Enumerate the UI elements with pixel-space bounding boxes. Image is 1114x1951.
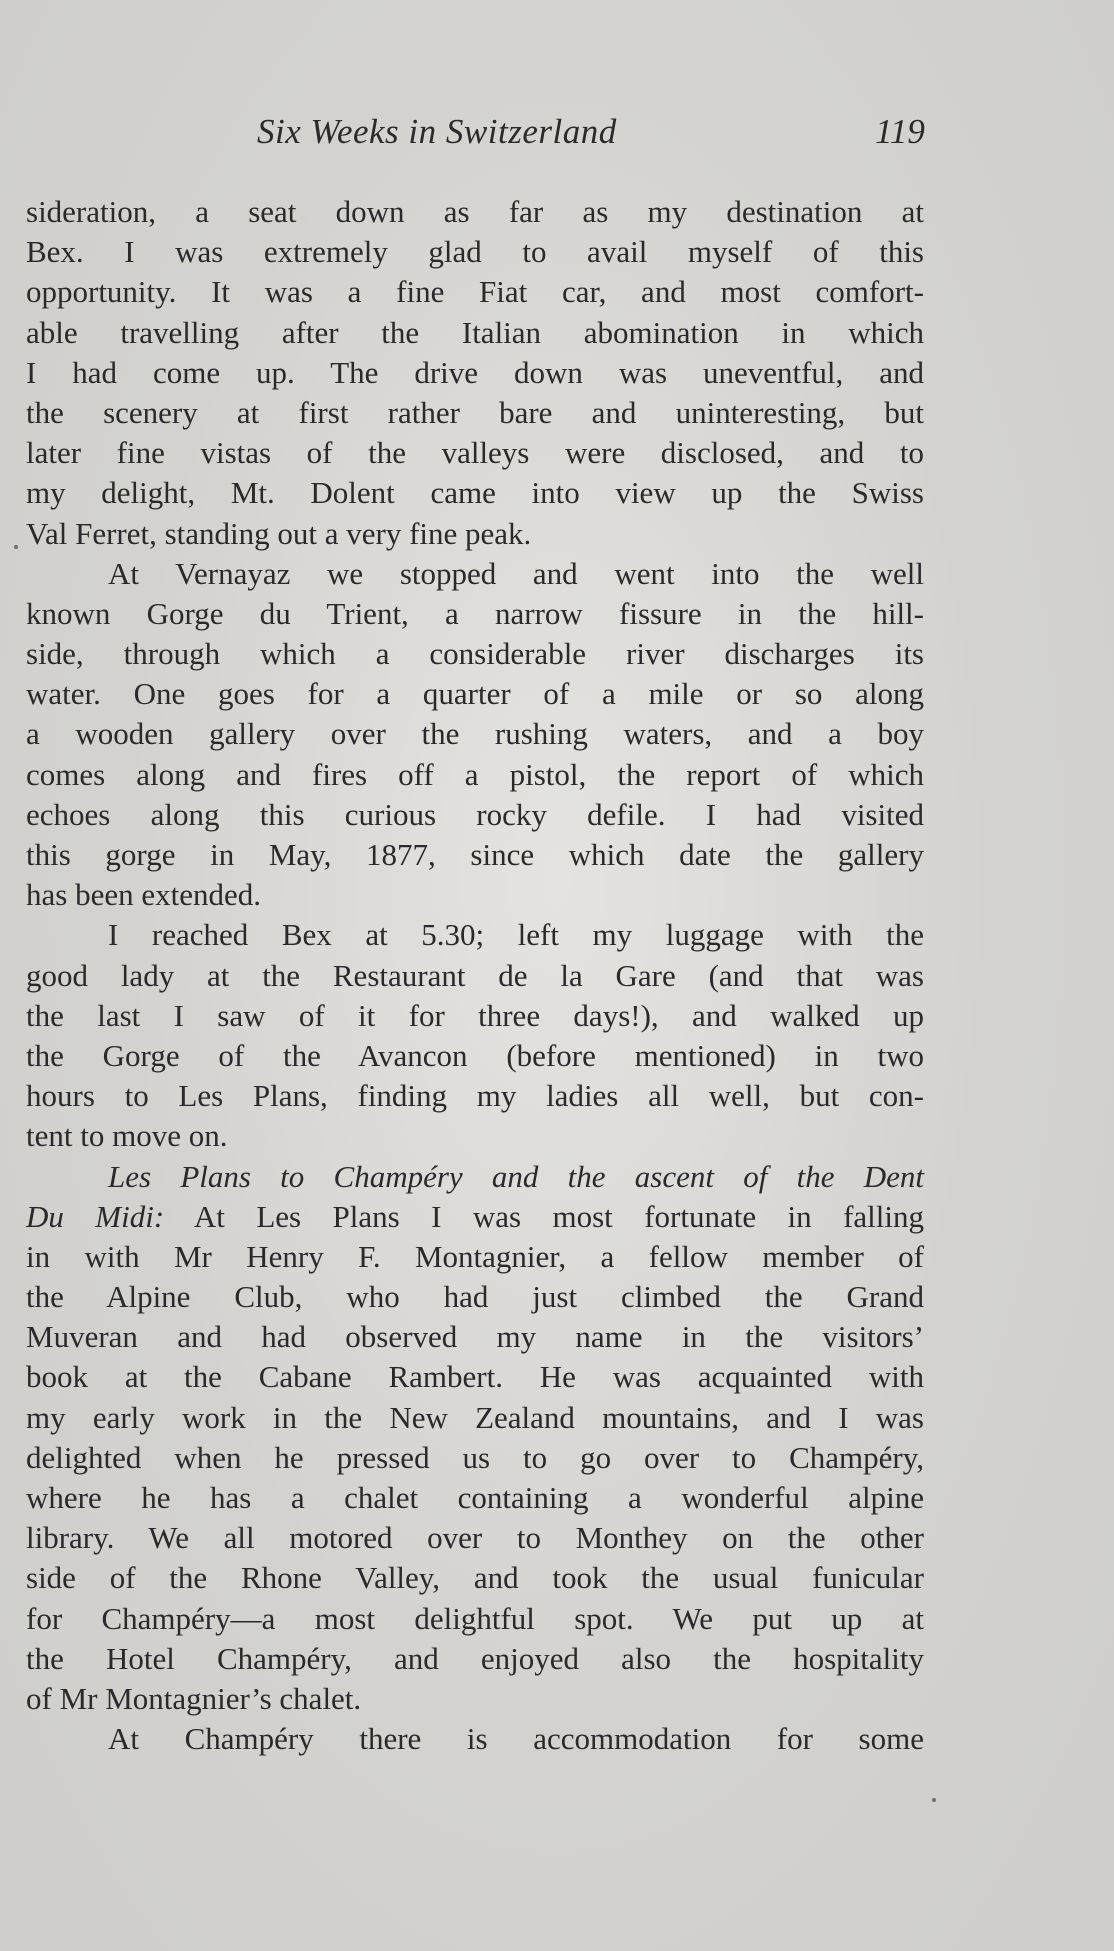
text-line — [26, 915, 924, 955]
text-line — [26, 1357, 924, 1397]
line-text: sideration, a seat down as far as my destination at — [26, 194, 924, 229]
line-text: for Champéry—a most delightful spot. We put up at — [26, 1600, 924, 1636]
line-text: Bex. I was extremely glad to avail myself of this — [26, 234, 924, 270]
text-line — [26, 393, 924, 433]
line-text: At Champéry there is accommodation for some — [108, 1721, 924, 1757]
text-line — [26, 1317, 924, 1357]
line-text: the Hotel Champéry, and enjoyed also the hospitality — [26, 1640, 924, 1676]
line-text: Val Ferret, standing out a very fine peak. — [26, 515, 532, 551]
line-text: echoes along this curious rocky defile. I had visited — [26, 796, 924, 832]
line-text: my delight, Mt. Dolent came into view up the Swiss — [26, 475, 924, 511]
text-line — [26, 1478, 924, 1518]
line-text: in with Mr Henry F. Montagnier, a fellow member of — [26, 1238, 924, 1274]
line-text: the scenery at first rather bare and uninteresting, but — [26, 394, 924, 430]
line-text: library. We all motored over to Monthey on the other — [26, 1520, 924, 1556]
text-line — [26, 1157, 924, 1197]
text-line — [26, 1518, 924, 1558]
section-heading-text: Du Midi: — [26, 1198, 165, 1234]
text-line — [26, 232, 924, 272]
text-line — [26, 1599, 924, 1639]
line-text: good lady at the Restaurant de la Gare (and that was — [26, 957, 924, 993]
text-line — [26, 433, 924, 473]
text-line — [26, 634, 924, 674]
body-text — [26, 192, 924, 1759]
line-text: tent to move on. — [26, 1118, 228, 1154]
text-line — [26, 714, 924, 754]
text-line — [26, 1116, 924, 1156]
line-text: I reached Bex at 5.30; left my luggage with the — [108, 917, 924, 953]
line-text: Muveran and had observed my name in the visitors’ — [26, 1319, 924, 1355]
text-line — [26, 956, 924, 996]
running-title: Six Weeks in Switzerland — [257, 112, 617, 151]
text-line — [26, 1558, 924, 1598]
text-line — [26, 313, 924, 353]
line-text: this gorge in May, 1877, since which date the gallery — [26, 837, 924, 872]
text-line — [26, 1398, 924, 1438]
line-text: I had come up. The drive down was uneventful, and — [26, 354, 924, 390]
text-line — [26, 1719, 924, 1759]
line-text: hours to Les Plans, finding my ladies all well, but con- — [26, 1078, 924, 1114]
line-text: delighted when he pressed us to go over to Champéry, — [26, 1439, 924, 1475]
line-text: my early work in the New Zealand mountains, and I was — [26, 1399, 924, 1435]
text-line — [26, 835, 924, 875]
text-line — [26, 875, 924, 915]
text-line — [26, 272, 924, 312]
text-line — [26, 1639, 924, 1679]
text-line — [26, 473, 924, 513]
line-text: where he has a chalet containing a wonderful alpine — [26, 1480, 924, 1515]
line-text: a wooden gallery over the rushing waters, and a boy — [26, 716, 924, 752]
line-text: known Gorge du Trient, a narrow fissure in the hill- — [26, 595, 924, 631]
line-text: At Les Plans I was most fortunate in falling — [164, 1198, 924, 1234]
line-text: later fine vistas of the valleys were disclosed, and to — [26, 435, 924, 471]
text-line — [26, 795, 924, 835]
text-line — [26, 1076, 924, 1116]
text-line — [26, 353, 924, 393]
text-line — [26, 1679, 924, 1719]
text-line — [26, 554, 924, 594]
text-line — [26, 996, 924, 1036]
text-line — [26, 1237, 924, 1277]
line-text: has been extended. — [26, 877, 261, 913]
line-text: of Mr Montagnier’s chalet. — [26, 1680, 362, 1716]
line-text: book at the Cabane Rambert. He was acquainted with — [26, 1359, 924, 1395]
line-text: side, through which a considerable river discharges its — [26, 636, 924, 672]
line-text: able travelling after the Italian abomination in which — [26, 314, 924, 350]
text-line — [26, 192, 924, 232]
section-heading-text: Les Plans to Champéry and the ascent of the Dent — [108, 1158, 924, 1194]
line-text: At Vernayaz we stopped and went into the well — [108, 555, 924, 591]
paper-speck — [932, 1798, 936, 1802]
text-line — [26, 594, 924, 634]
text-line — [26, 514, 924, 554]
text-line — [26, 674, 924, 714]
line-text: the last I saw of it for three days!), and walked up — [26, 997, 924, 1033]
text-line — [26, 1197, 924, 1237]
line-text: the Gorge of the Avancon (before mentioned) in two — [26, 1037, 924, 1073]
line-text: comes along and fires off a pistol, the report of which — [26, 756, 924, 792]
text-line — [26, 1036, 924, 1076]
line-text: water. One goes for a quarter of a mile or so along — [26, 676, 924, 712]
line-text: side of the Rhone Valley, and took the usual funicular — [26, 1560, 924, 1596]
line-text: the Alpine Club, who had just climbed the Grand — [26, 1279, 924, 1315]
text-line — [26, 1277, 924, 1317]
page-number: 119 — [875, 112, 925, 151]
text-line — [26, 1438, 924, 1478]
line-text: opportunity. It was a fine Fiat car, and most comfort- — [26, 274, 924, 310]
paper-speck — [14, 545, 18, 549]
text-line — [26, 755, 924, 795]
running-head — [0, 112, 1114, 160]
